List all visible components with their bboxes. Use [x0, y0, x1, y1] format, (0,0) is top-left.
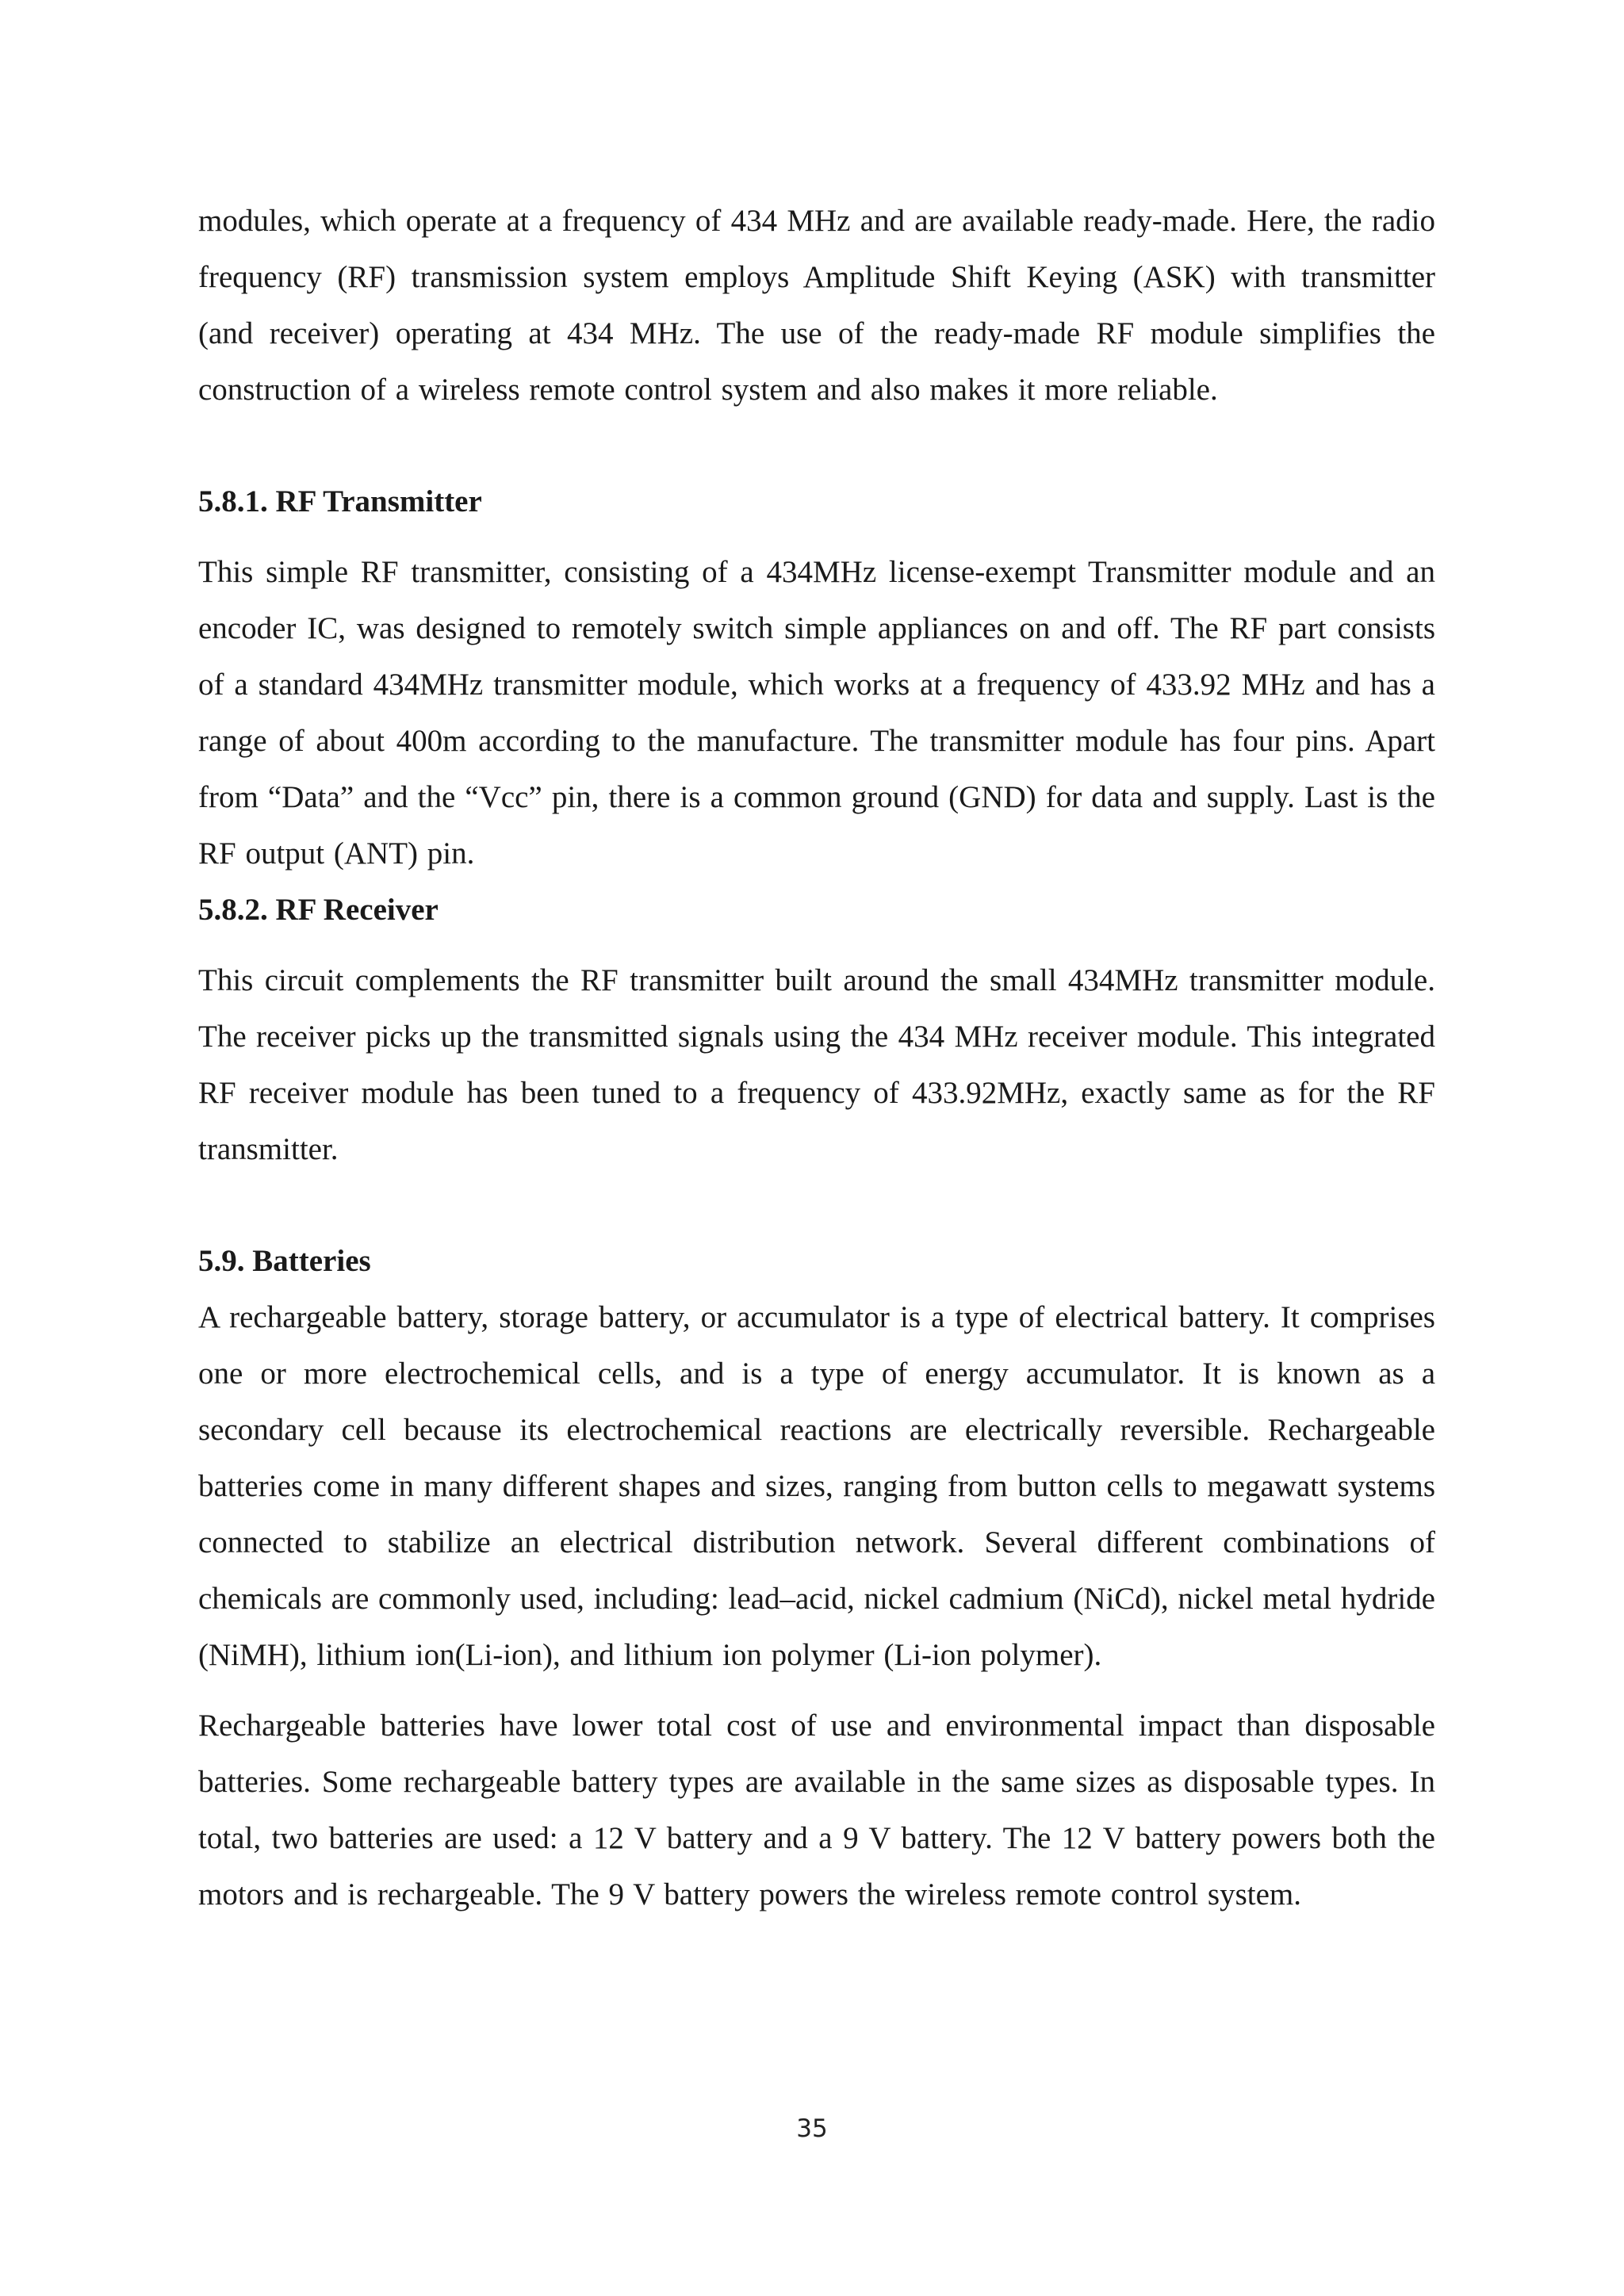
batteries-paragraph-2: Rechargeable batteries have lower total cost of use and environmental impact than disposable batteries. Some rechargeable battery types are available in the same sizes as disposable types. In total, two batteries are used: a 12 V battery and a 9 V battery. The 12 V battery powers both the motors and is rechargeable. The 9 V battery powers the wireless remote control system. [198, 1709, 1435, 1911]
rf-transmitter-heading: 5.8.1. RF Transmitter [198, 484, 482, 519]
document-body [198, 193, 1435, 1923]
page-number: 35 [796, 2114, 828, 2143]
rf-receiver-heading: 5.8.2. RF Receiver [198, 893, 439, 927]
batteries-paragraph-1: A rechargeable battery, storage battery, or accumulator is a type of electrical battery. It comprises one or more electrochemical cells, and is a type of energy accumulator. It is known as a secondary cell because its electrochemical reactions are electrically reversible. Rechargeable batteries come in many different shapes and sizes, ranging from button cells to megawatt systems connected to stabilize an electrical distribution network. Several different combinations of chemicals are commonly used, including: lead–acid, nickel cadmium (NiCd), nickel metal hydride (NiMH), lithium ion(Li-ion), and lithium ion polymer (Li-ion polymer). [198, 1300, 1435, 1672]
intro-paragraph: modules, which operate at a frequency of 434 MHz and are available ready-made. Here, the radio frequency (RF) transmission system employs Amplitude Shift Keying (ASK) with transmitter (and receiver) operating at 434 MHz. The use of the ready-made RF module simplifies the construction of a wireless remote control system and also makes it more reliable. [198, 204, 1435, 407]
rf-transmitter-paragraph: This simple RF transmitter, consisting of a 434MHz license-exempt Transmitter module and an encoder IC, was designed to remotely switch simple appliances on and off. The RF part consists of a standard 434MHz transmitter module, which works at a frequency of 433.92 MHz and has a range of about 400m according to the manufacture. The transmitter module has four pins. Apart from “Data” and the “Vcc” pin, there is a common ground (GND) for data and supply. Last is the RF output (ANT) pin. [198, 555, 1435, 871]
rf-receiver-paragraph: This circuit complements the RF transmitter built around the small 434MHz transmitter module. The receiver picks up the transmitted signals using the 434 MHz receiver module. This integrated RF receiver module has been tuned to a frequency of 433.92MHz, exactly same as for the RF transmitter. [198, 963, 1435, 1166]
batteries-heading: 5.9. Batteries [198, 1244, 371, 1278]
